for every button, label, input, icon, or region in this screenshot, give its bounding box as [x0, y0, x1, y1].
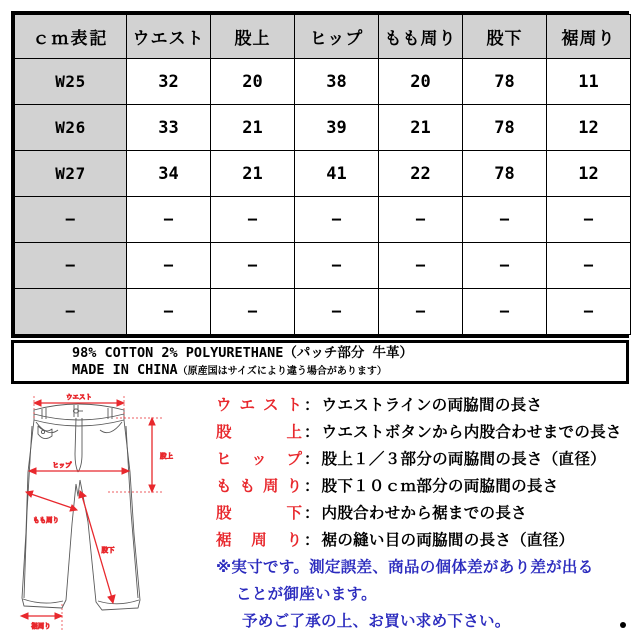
- country-of-origin-line: [72, 362, 626, 380]
- legend-desc-waist: ウエストラインの両脇間の長さ: [321, 397, 543, 414]
- size-table-body: [15, 59, 631, 335]
- cell-inseam: −: [463, 197, 547, 243]
- legend-label-rise: 股 上: [216, 424, 302, 441]
- table-row: [15, 243, 631, 289]
- cell-inseam: −: [463, 289, 547, 335]
- size-table-head: [15, 15, 631, 59]
- size-table-container: [11, 11, 629, 338]
- cell-hip: −: [295, 289, 379, 335]
- row-size-label: W26: [15, 105, 127, 151]
- legend-label-inseam: 股 下: [216, 505, 302, 522]
- cell-rise: 21: [211, 151, 295, 197]
- disclaimer-line-1: [216, 554, 636, 581]
- column-header-thigh: もも周り: [379, 15, 463, 59]
- disclaimer-text: 予めご了承の上、お買い求め下さい。: [242, 613, 511, 630]
- cell-thigh: −: [379, 289, 463, 335]
- cell-waist: −: [127, 289, 211, 335]
- legend-item-rise: [216, 419, 636, 446]
- legend-item-hem: [216, 527, 636, 554]
- diagram-label-hip: ヒップ: [52, 462, 72, 469]
- row-size-label: −: [15, 197, 127, 243]
- legend-colon: ：: [304, 532, 320, 549]
- cell-thigh: 21: [379, 105, 463, 151]
- table-row: [15, 59, 631, 105]
- diagram-label-hem: 裾周り: [31, 623, 51, 630]
- cell-waist: 34: [127, 151, 211, 197]
- row-size-label: −: [15, 243, 127, 289]
- cell-waist: −: [127, 197, 211, 243]
- cell-hip: 38: [295, 59, 379, 105]
- legend-colon: ：: [304, 505, 320, 522]
- cell-hem: −: [547, 289, 631, 335]
- row-size-label: W27: [15, 151, 127, 197]
- country-of-origin-text: MADE IN CHINA: [72, 361, 178, 378]
- material-composition-text: 98% COTTON 2% POLYURETHANE（パッチ部分 牛革）: [72, 344, 413, 361]
- diagram-label-waist: ウエスト: [66, 394, 92, 401]
- corner-dot-artifact: [620, 622, 626, 628]
- legend-desc-inseam: 内股合わせから裾までの長さ: [321, 505, 527, 522]
- table-row: [15, 197, 631, 243]
- legend-item-waist: [216, 392, 636, 419]
- diagram-label-inseam: 股下: [101, 547, 115, 554]
- legend-item-inseam: [216, 500, 636, 527]
- legend-colon: ：: [304, 451, 320, 468]
- cell-rise: 20: [211, 59, 295, 105]
- row-size-label: −: [15, 289, 127, 335]
- column-header-waist: ウエスト: [127, 15, 211, 59]
- cell-rise: −: [211, 289, 295, 335]
- diagram-label-rise: 股上: [160, 453, 173, 460]
- cell-hip: 39: [295, 105, 379, 151]
- cell-hip: 41: [295, 151, 379, 197]
- legend-colon: ：: [304, 424, 320, 441]
- column-header-hem: 裾周り: [547, 15, 631, 59]
- cell-thigh: 22: [379, 151, 463, 197]
- cell-rise: −: [211, 243, 295, 289]
- row-size-label: W25: [15, 59, 127, 105]
- measurement-legend: [216, 392, 636, 635]
- table-header-row: [15, 15, 631, 59]
- cell-inseam: 78: [463, 59, 547, 105]
- legend-desc-hem: 裾の縫い目の両脇間の長さ（直径）: [321, 532, 575, 549]
- legend-desc-thigh: 股下１０ｃｍ部分の両脇間の長さ: [321, 478, 559, 495]
- size-table: [14, 14, 631, 335]
- cell-hem: 12: [547, 105, 631, 151]
- cell-hem: 12: [547, 151, 631, 197]
- cell-waist: −: [127, 243, 211, 289]
- legend-desc-hip: 股上１／３部分の両脇間の長さ（直径）: [321, 451, 606, 468]
- table-row: [15, 105, 631, 151]
- cell-rise: −: [211, 197, 295, 243]
- pants-measurement-diagram: [12, 392, 208, 638]
- cell-rise: 21: [211, 105, 295, 151]
- material-composition-box: [11, 340, 629, 384]
- legend-label-waist: ウ エ ス ト: [216, 397, 302, 414]
- column-header-inseam: 股下: [463, 15, 547, 59]
- country-of-origin-note: （原産国はサイズにより違う場合があります）: [177, 365, 387, 377]
- diagram-label-thigh: もも周り: [33, 517, 59, 524]
- legend-colon: ：: [304, 478, 320, 495]
- legend-desc-rise: ウエストボタンから内股合わせまでの長さ: [321, 424, 622, 441]
- legend-colon: ：: [304, 397, 320, 414]
- legend-item-hip: [216, 446, 636, 473]
- cell-thigh: −: [379, 197, 463, 243]
- cell-hip: −: [295, 197, 379, 243]
- legend-label-hem: 裾 周 り: [216, 532, 302, 549]
- cell-inseam: 78: [463, 105, 547, 151]
- legend-label-thigh: も も 周 り: [216, 478, 302, 495]
- cell-hem: 11: [547, 59, 631, 105]
- cell-hip: −: [295, 243, 379, 289]
- cell-hem: −: [547, 197, 631, 243]
- table-row: [15, 151, 631, 197]
- cell-thigh: −: [379, 243, 463, 289]
- disclaimer-text: ことが御座います。: [236, 586, 377, 603]
- cell-waist: 33: [127, 105, 211, 151]
- column-header-cm: ｃｍ表記: [15, 15, 127, 59]
- legend-label-hip: ヒ ッ プ: [216, 451, 302, 468]
- table-row: [15, 289, 631, 335]
- disclaimer-line-3: [216, 608, 636, 635]
- cell-inseam: 78: [463, 151, 547, 197]
- cell-waist: 32: [127, 59, 211, 105]
- cell-inseam: −: [463, 243, 547, 289]
- column-header-rise: 股上: [211, 15, 295, 59]
- cell-hem: −: [547, 243, 631, 289]
- legend-item-thigh: [216, 473, 636, 500]
- disclaimer-text: ※実寸です。測定誤差、商品の個体差があり差が出る: [216, 559, 594, 576]
- cell-thigh: 20: [379, 59, 463, 105]
- column-header-hip: ヒップ: [295, 15, 379, 59]
- disclaimer-line-2: [216, 581, 636, 608]
